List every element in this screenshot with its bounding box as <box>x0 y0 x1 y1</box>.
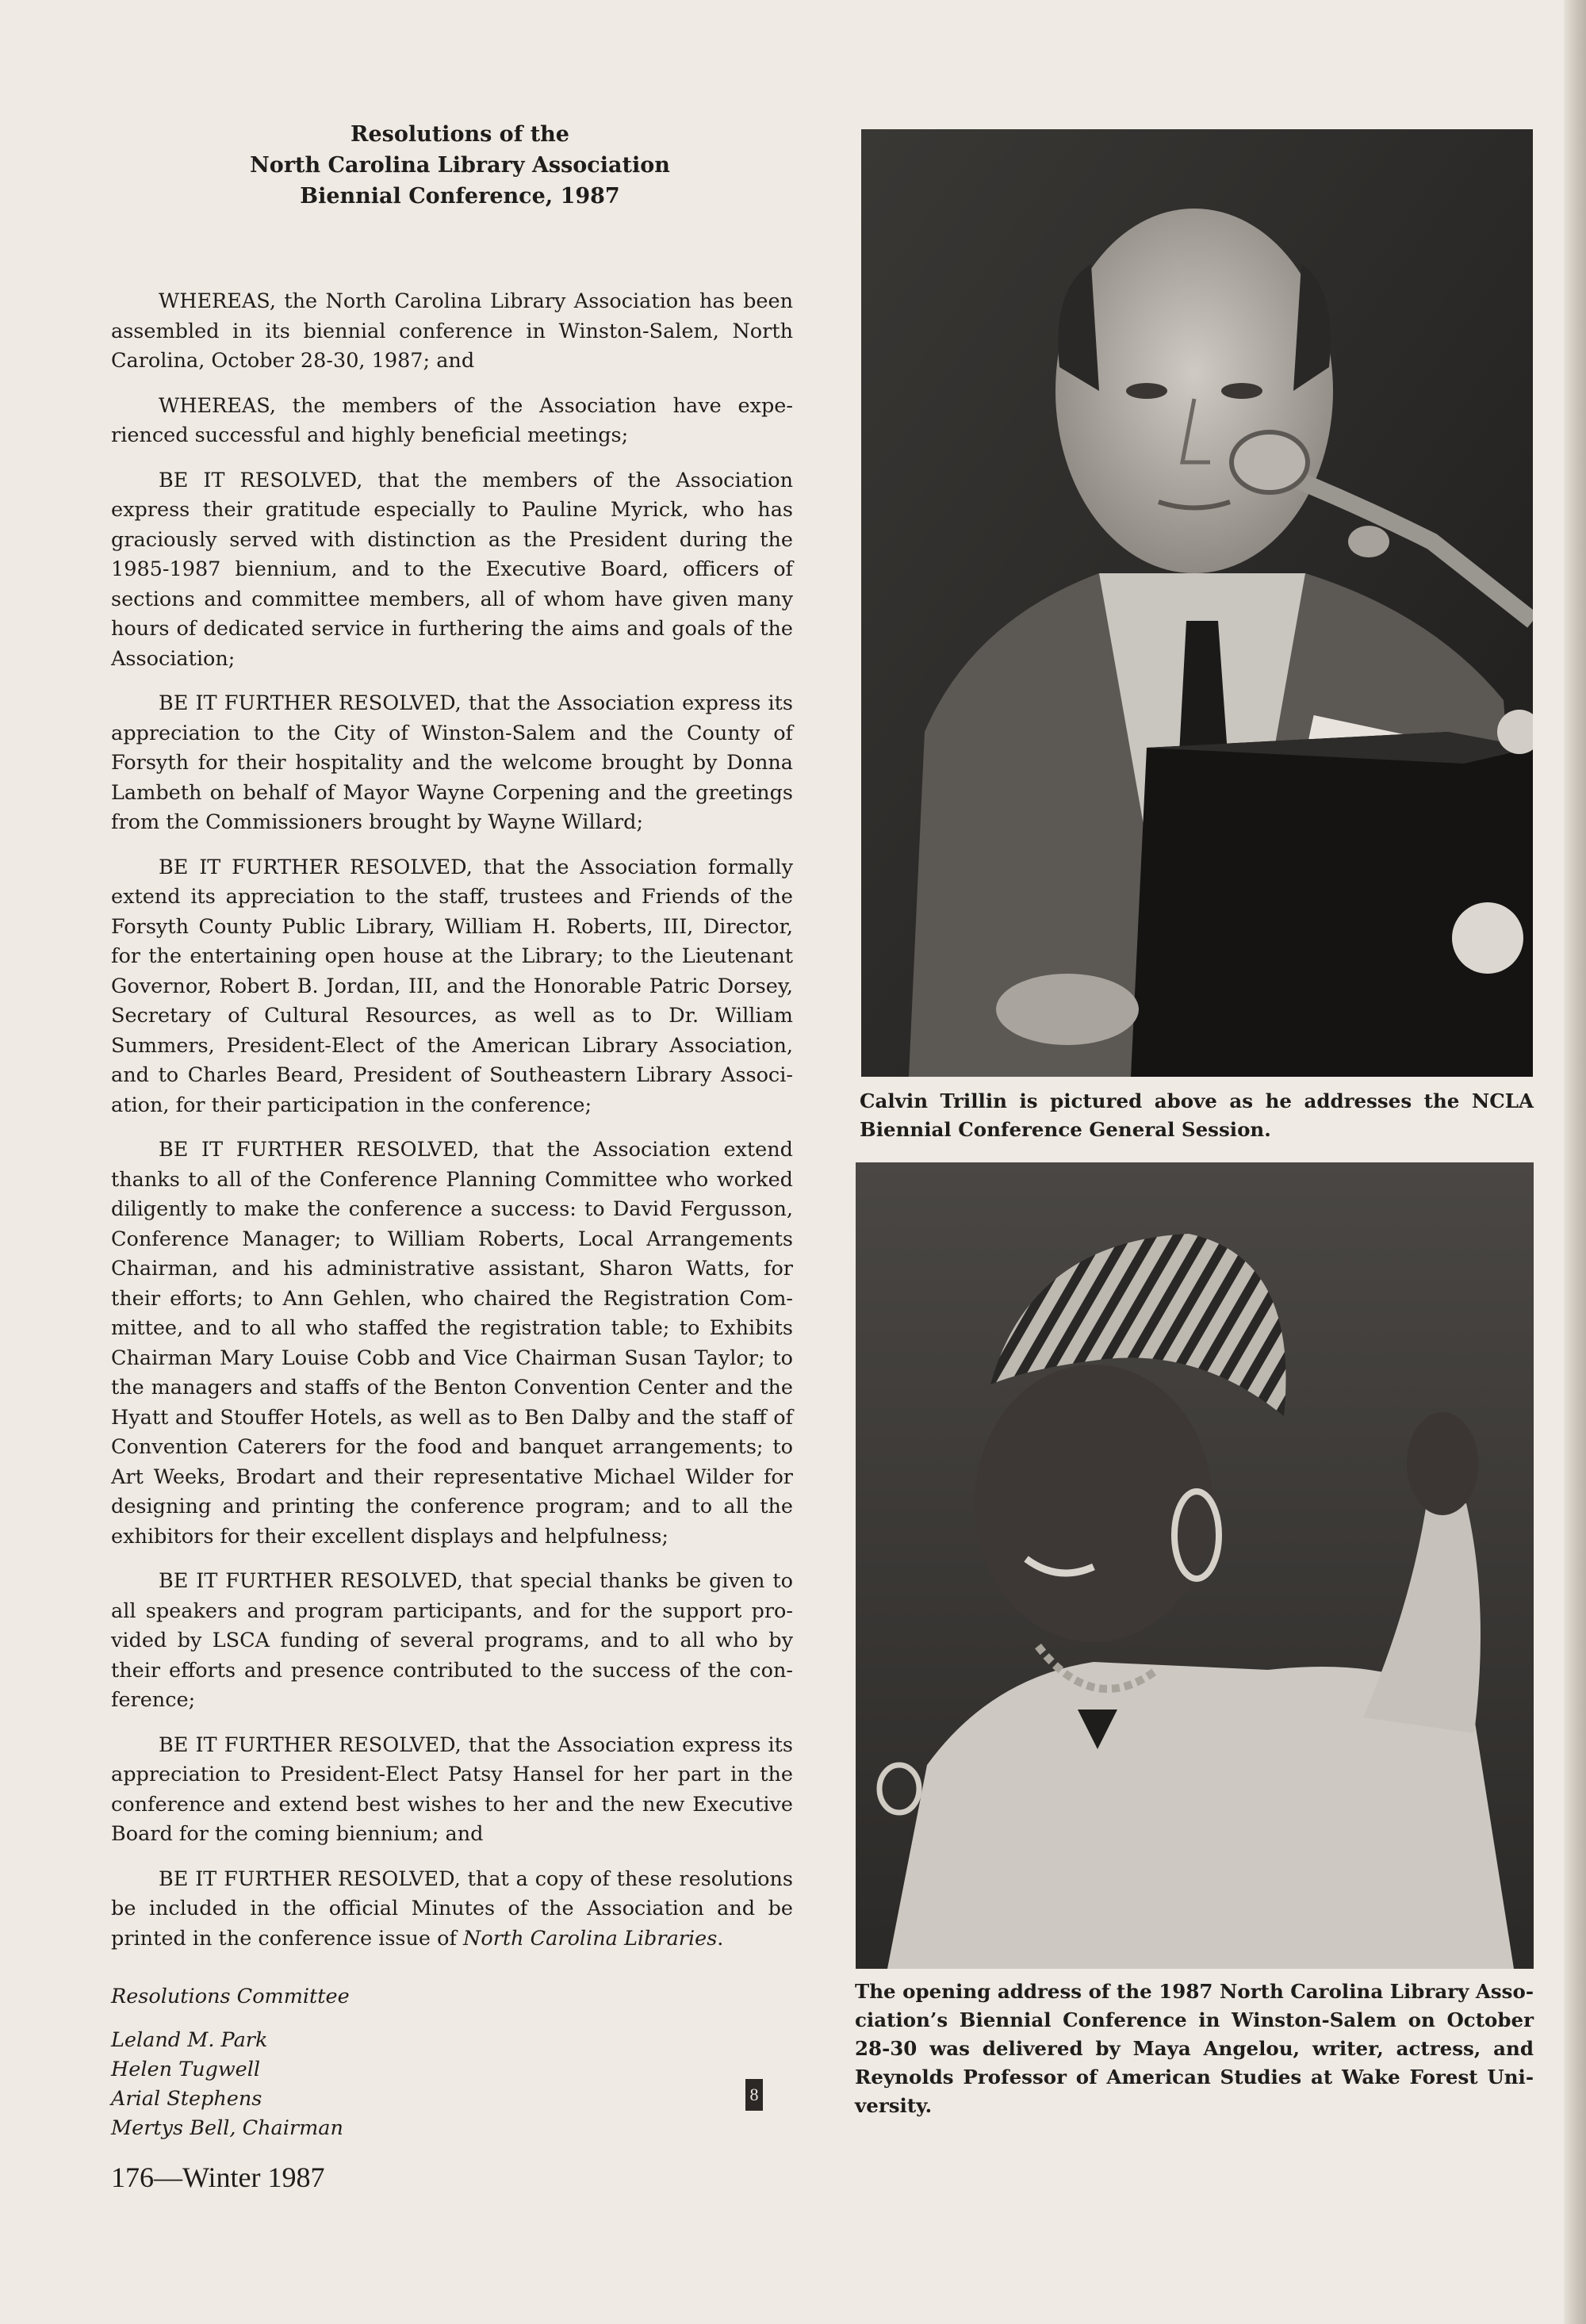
paragraph: BE IT FURTHER RESOLVED, that the Association extend thanks to all of the Conference Planning Committee who worked diligently to make the conference a success: to David Fergusson, Conference Manager; to William Roberts, Local Arrangements Chairman, and his administrative assistant, Sharon Watts, for their efforts; to Ann Gehlen, who chaired the Registration Committee, and to all who staffed the registration table; to Exhibits Chairman Mary Louise Cobb and Vice Chairman Susan Taylor; to the managers and staffs of the Benton Convention Center and the Hyatt and Stouffer Hotels, as well as to Ben Dalby and the staff of Convention Caterers for the food and banquet arrangements; to Art Weeks, Brodart and their representative Michael Wilder for designing and printing the conference program; and to all the exhibitors for their excellent displays and helpfulness; <box>111 1138 793 1549</box>
committee-block <box>111 1982 793 2143</box>
caption-photo-1: Calvin Trillin is pictured above as he addresses the NCLA Biennial Conference General Session. <box>860 1089 1534 1141</box>
title-line-1: Resolutions of the <box>351 122 569 147</box>
caption-photo-2: The opening address of the 1987 North Carolina Library Association’s Biennial Conference in Winston-Salem on October 28-30 was delivered by Maya Angelou, writer, actress, and Reynolds Professor of American Studies at Wake Forest University. <box>855 1980 1534 2117</box>
committee-member: Arial Stephens <box>111 2087 262 2111</box>
photo-maya-angelou-image <box>856 1162 1534 1969</box>
final-paragraph-end: . <box>717 1926 724 1951</box>
photo-calvin-trillin-image <box>861 129 1533 1077</box>
committee-member: Leland M. Park <box>111 2028 268 2052</box>
paragraph: BE IT FURTHER RESOLVED, that the Association express its appreciation to the City of Winston-Salem and the County of Forsyth for their hospitality and the welcome brought by Donna Lambeth on behalf of Mayor Wayne Corpening and the greetings from the Commissioners brought by Wayne Willard; <box>111 691 793 834</box>
title-line-2: North Carolina Library Association <box>250 153 670 178</box>
paragraph: BE IT FURTHER RESOLVED, that the Association express its appreciation to President-Elect Patsy Hansel for her part in the conference and extend best wishes to her and the new Executive Board for the coming biennium; and <box>111 1732 793 1846</box>
committee-member: Mertys Bell, Chairman <box>111 2116 343 2140</box>
page-edge-shadow <box>1564 0 1586 2324</box>
page-title <box>111 119 809 212</box>
resolutions-column <box>111 119 793 2143</box>
page-footer: 176—Winter 1987 <box>111 2161 325 2193</box>
paragraph: BE IT FURTHER RESOLVED, that the Association formally extend its appreciation to the staff, trustees and Friends of the Forsyth County Public Library, William H. Roberts, III, Director, for the entertaining open house at the Library; to the Lieutenant Governor, Robert B. Jordan, III, and the Honorable Patric Dorsey, Secretary of Cultural Resources, as well as to Dr. William Summers, President-Elect of the American Library Association, and to Charles Beard, President of Southeastern Library Association, for their participation in the conference; <box>111 855 793 1117</box>
paragraph: WHEREAS, the members of the Association have experienced successful and highly beneficial meetings; <box>111 393 793 447</box>
paragraph: BE IT RESOLVED, that the members of the Association express their gratitude especially to Pauline Myrick, who has graciously served with distinction as the President during the 1985-1987 biennium, and to the Executive Board, officers of sections and committee members, all of whom have given many hours of dedicated service in furthering the aims and goals of the Association; <box>111 468 793 671</box>
committee-heading: Resolutions Committee <box>111 1985 350 2008</box>
paragraph: WHEREAS, the North Carolina Library Association has been assembled in its biennial conference in Winston-Salem, North Carolina, October 28-30, 1987; and <box>111 289 793 373</box>
committee-member: Helen Tugwell <box>111 2058 261 2081</box>
final-paragraph <box>111 1865 793 1955</box>
title-line-3: Biennial Conference, 1987 <box>300 184 620 209</box>
publication-logo-mark: 8 <box>745 2079 763 2111</box>
paragraph: BE IT FURTHER RESOLVED, that special thanks be given to all speakers and program participants, and for the support provided by LSCA funding of several programs, and to all who by their efforts and presence contributed to the success of the conference; <box>111 1569 793 1712</box>
final-paragraph-text: BE IT FURTHER RESOLVED, that a copy of these resolutions be included in the official Minutes of the Association and be printed in the conference issue of <box>111 1866 793 1951</box>
photo-calvin-trillin <box>861 129 1533 1077</box>
photo-maya-angelou <box>856 1162 1534 1969</box>
publication-title: North Carolina Libraries <box>463 1926 718 1951</box>
